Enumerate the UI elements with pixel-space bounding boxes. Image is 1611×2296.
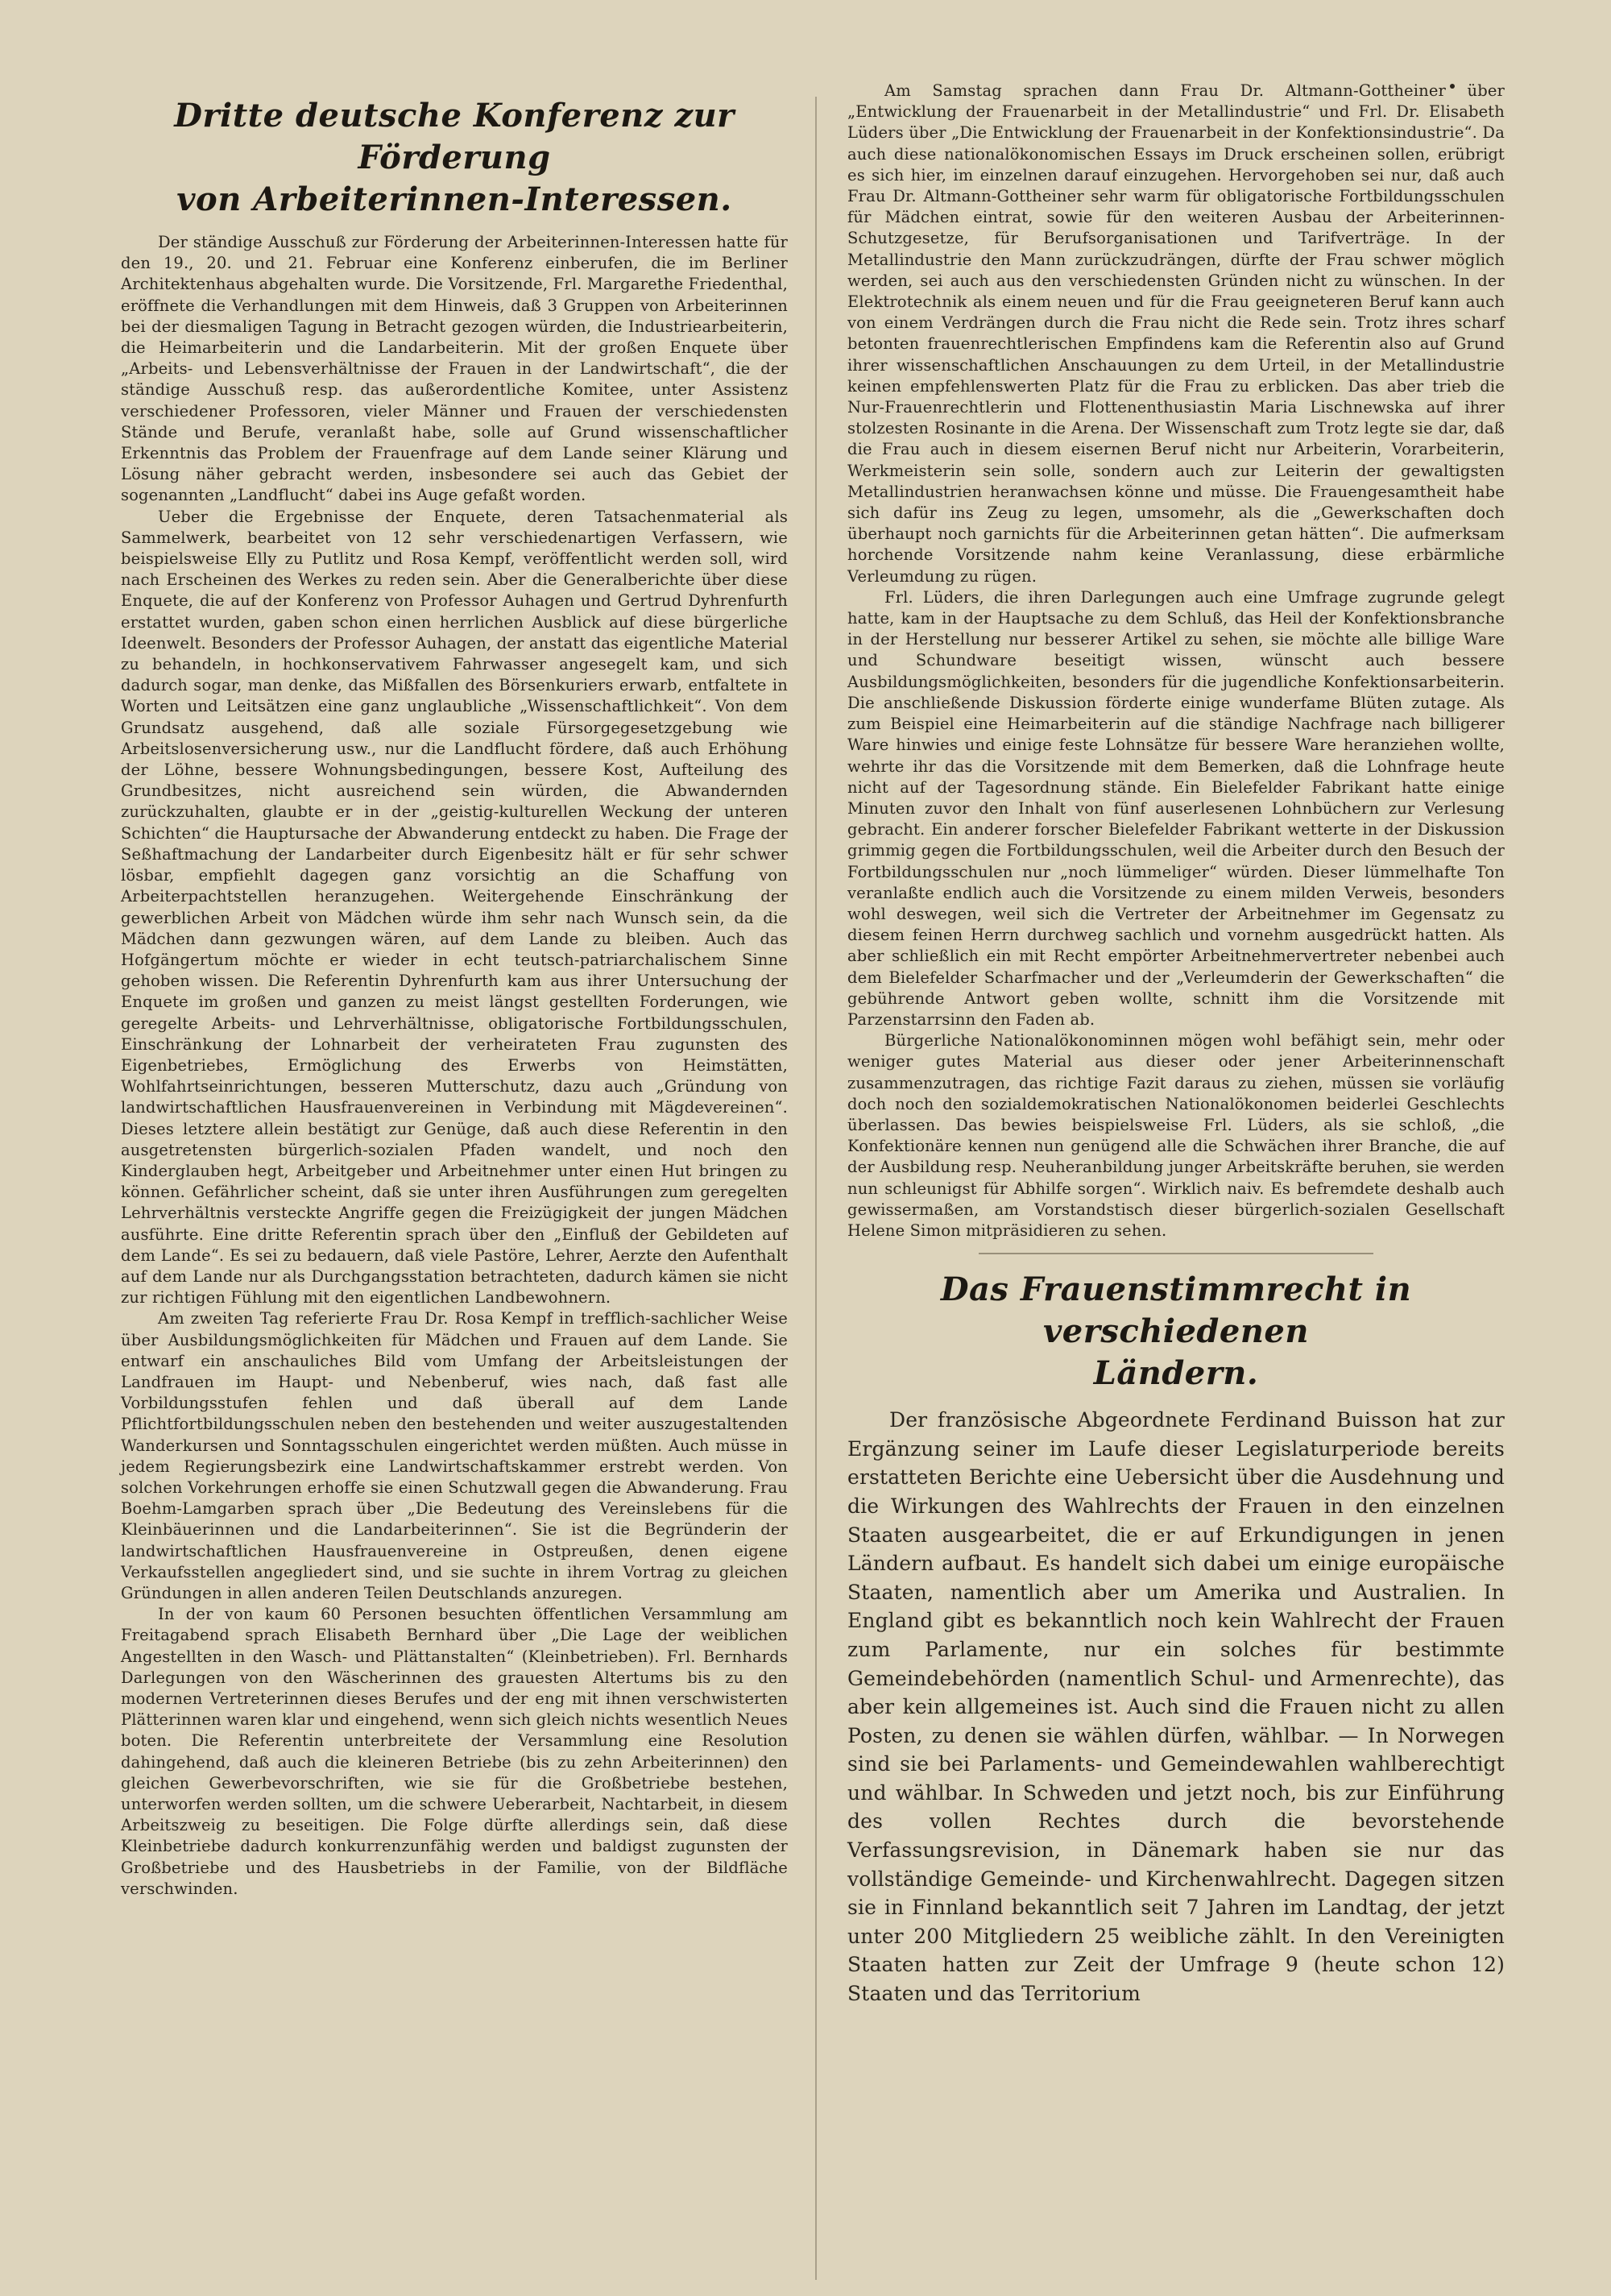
paragraph: Der ständige Ausschuß zur Förderung der Arbeiterinnen-Interessen hatte für den 19., 20. und 21. Februar eine Konferenz einberufen, die im Berliner Architektenhaus abgehalten wurde. Die Vorsitzende, Frl. Margarethe Friedenthal, eröffnete die Verhandlungen mit dem Hinweis, daß 3 Gruppen von Arbeiterinnen bei der diesmaligen Tagung in Betracht gezogen würden, die Industriearbeiterin, die Heimarbeiterin und die Landarbeiterin. Mit der großen Enquete über „Arbeits- und Lebensverhältnisse der Frauen in der Landwirtschaft“, die der ständige Ausschuß resp. das außerordentliche Komitee, unter Assistenz verschiedener Professoren, vieler Männer und Frauen der verschiedensten Stände und Berufe, veranlaßt habe, solle auf Grund wissenschaftlicher Erkenntnis das Problem der Frauenfrage auf dem Lande seiner Klärung und Lösung näher gebracht werden, insbesondere sei auch das Gebiet der sogenannten „Landflucht“ dabei ins Auge gefaßt worden. bbox=[121, 233, 788, 505]
paragraph: In der von kaum 60 Personen besuchten öffentlichen Versammlung am Freitagabend sprach Elisabeth Bernhard über „Die Lage der weiblichen Angestellten in den Wasch- und Plättanstalten“ (Kleinbetrieben). Frl. Bernhards Darlegungen von den Wäscherinnen des grauesten Altertums bis zu den modernen Vertreterinnen dieses Berufes und der eng mit ihnen verschwisterten Plätterinnen waren klar und eingehend, wenn sich gleich nichts wesentlich Neues boten. Die Referentin unterbreitete der Versammlung eine Resolution dahingehend, daß auch die kleineren Betriebe (bis zu zehn Arbeiterinnen) den gleichen Gewerbevorschriften, wie sie für die Großbetriebe bestehen, unterworfen werden sollten, um die schwere Ueberarbeit, Nachtarbeit, in diesem Arbeitszweig zu beseitigen. Die Folge dürfte allerdings sein, daß diese Kleinbetriebe dadurch konkurrenzunfähig werden und baldigst zugunsten der Großbetriebe und des Hausbetriebs in der Familie, von der Bildfläche verschwinden. bbox=[121, 1605, 788, 1898]
paragraph: Frl. Lüders, die ihren Darlegungen auch eine Umfrage zugrunde gelegt hatte, kam in der Hauptsache zu dem Schluß, das Heil der Konfektionsbranche in der Herstellung nur besserer Artikel zu sehen, sie möchte alle billige Ware und Schundware beseitigt wissen, wünscht auch bessere Ausbildungsmöglichkeiten, besonders für die jugendliche Konfektionsarbeiterin. Die anschließende Diskussion förderte einige wunderfame Blüten zutage. Als zum Beispiel eine Heimarbeiterin auf die ständige Nachfrage nach billigerer Ware hinwies und einige feste Lohnsätze für bessere Ware heranziehen wollte, wehrte ihr das die Vorsitzende mit dem Bemerken, daß die Lohnfrage heute nicht auf der Tagesordnung stände. Ein Bielefelder Fabrikant hatte einige Minuten zuvor den Inhalt von fünf auserlesenen Lohnbüchern zur Verlesung gebracht. Ein anderer forscher Bielefelder Fabrikant wetterte in der Diskussion grimmig gegen die Fortbildungsschulen, weil die Arbeiter durch den Besuch der Fortbildungsschulen nur „noch lümmeliger“ würden. Dieser lümmelhafte Ton veranlaßte endlich auch die Vorsitzende zu einem milden Verweis, besonders wohl deswegen, weil sich die Vertreter der Arbeitnehmer im Gegensatz zu diesem feinen Herrn durchweg sachlich und vornehm ausgedrückt hatten. Als aber schließlich ein mit Recht empörter Arbeitnehmervertreter nebenbei auch dem Bielefelder Scharfmacher und der „Verleumderin der Gewerkschaften“ die gebührende Antwort geben wollte, schnitt ihm die Vorsitzende mit Parzenstarrsinn den Faden ab. bbox=[847, 587, 1505, 1029]
headline-line-1: Das Frauenstimmrecht in verschiedenen bbox=[940, 1270, 1412, 1351]
headline-line-2: von Arbeiterinnen-Interessen. bbox=[176, 180, 732, 218]
column-divider bbox=[815, 97, 817, 2280]
paragraph: Der französische Abgeordnete Ferdinand Buisson hat zur Ergänzung seiner im Laufe dieser Legislaturperiode bereits erstatteten Berichte eine Uebersicht über die Ausdehnung und die Wirkungen des Wahlrechts der Frauen in den einzelnen Staaten ausgearbeitet, die er auf Erkundigungen in jenen Ländern aufbaut. Es handelt sich dabei um einige europäische Staaten, namentlich aber um Amerika und Australien. In England gibt es bekanntlich noch kein Wahlrecht der Frauen zum Parlamente, nur ein solches für bestimmte Gemeindebehörden (namentlich Schul- und Armenrechte), das aber kein allgemeines ist. Auch sind die Frauen nicht zu allen Posten, zu denen sie wählen dürfen, wählbar. — In Norwegen sind sie bei Parlaments- und Gemeindewahlen wahlberechtigt und wählbar. In Schweden und jetzt noch, bis zur Einführung des vollen Rechtes durch die bevorstehende Verfassungsrevision, in Dänemark haben sie nur das vollständige Gemeinde- und Kirchenwahlrecht. Dagegen sitzen sie in Finnland bekanntlich seit 7 Jahren im Landtag, der jetzt unter 200 Mitgliedern 25 weibliche zählt. In den Vereinigten Staaten hatten zur Zeit der Umfrage 9 (heute schon 12) Staaten und das Territorium bbox=[847, 1408, 1505, 2006]
article-headline-suffrage bbox=[847, 1269, 1505, 1395]
paragraph: Ueber die Ergebnisse der Enquete, deren Tatsachenmaterial als Sammelwerk, bearbeitet von 12 sehr verschiedenartigen Verfassern, wie beispielsweise Elly zu Putlitz und Rosa Kempf, veröffentlicht werden soll, wird nach Erscheinen des Werkes zu reden sein. Aber die Generalberichte über diese Enquete, die auf der Konferenz von Professor Auhagen und Gertrud Dyhrenfurth erstattet wurden, gaben schon einen herrlichen Ausblick auf diese bürgerliche Ideenwelt. Besonders der Professor Auhagen, der anstatt das eigentliche Material zu behandeln, in hochkonservativem Fahrwasser angesegelt kam, und sich dadurch sogar, man denke, das Mißfallen des Börsenkuriers erwarb, entfaltete in Worten und Leitsätzen eine ganz unglaubliche „Wissenschaftlichkeit“. Von dem Grundsatz ausgehend, daß alle soziale Fürsorgegesetzgebung wie Arbeitslosenversicherung usw., nur die Landflucht fördere, daß auch Erhöhung der Löhne, bessere Wohnungsbedingungen, bessere Kost, Aufteilung des Grundbesitzes, nicht ausreichend sein würden, die Abwandernden zurückzuhalten, glaubte er in der „geistig-kulturellen Weckung der unteren Schichten“ die Hauptursache der Abwanderung entdeckt zu haben. Die Frage der Seßhaftmachung der Landarbeiter durch Eigenbesitz hält er für sehr schwer lösbar, empfiehlt dagegen ganz vorsichtig an die Schaffung von Arbeiterpachtstellen heranzugehen. Weitergehende Einschränkung der gewerblichen Arbeit von Mädchen würde ihm sehr nach Wunsch sein, da die Mädchen dann gezwungen wären, auf dem Lande zu bleiben. Auch das Hofgängertum möchte er wieder in echt teutsch-patriarchalischem Sinne gehoben wissen. Die Referentin Dyhrenfurth kam aus ihrer Untersuchung der Enquete im großen und ganzen zu meist längst gestellten Forderungen, wie geregelte Arbeits- und Lehrverhältnisse, obligatorische Fortbildungsschulen, Einschränkung der Lohnarbeit der verheirateten Frau zugunsten des Eigenbetriebes, Ermöglichung des Erwerbs von Heimstätten, Wohlfahrtseinrichtungen, besseren Mutterschutz, dazu auch „Gründung von landwirtschaftlichen Hausfrauenvereinen in Verbindung mit Mägdevereinen“. Dieses letztere allein bestätigt zur Genüge, daß auch diese Referentin in den ausgetretensten bürgerlich-sozialen Pfaden wandelt, und noch den Kinderglauben hegt, Arbeitgeber und Arbeitnehmer unter einen Hut bringen zu können. Gefährlicher scheint, daß sie unter ihren Ausführungen zum geregelten Lehrverhältnis versteckte Angriffe gegen die Freizügigkeit der jungen Mädchen ausführte. Eine dritte Referentin sprach über den „Einfluß der Gebildeten auf dem Lande“. Es sei zu bedauern, daß viele Pastöre, Lehrer, Aerzte den Aufenthalt auf dem Lande nur als Durchgangsstation betrachteten, dadurch kämen sie nicht zur richtigen Fühlung mit den eigentlichen Landbewohnern. bbox=[121, 507, 788, 1308]
paragraph: Bürgerliche Nationalökonominnen mögen wohl befähigt sein, mehr oder weniger gutes Material aus dieser oder jener Arbeiterinnenschaft zusammenzutragen, das richtige Fazit daraus zu ziehen, müssen sie vorläufig doch noch den sozialdemokratischen Nationalökonomen beiderlei Geschlechts überlassen. Das bewies beispielsweise Frl. Lüders, als sie schloß, „die Konfektionäre kennen nun genügend alle die Schwächen ihrer Branche, die auf der Ausbildung resp. Neuheranbildung junger Arbeitskräfte beruhen, sie werden nun schleunigst für Abhilfe sorgen“. Wirklich naiv. Es befremdete deshalb auch gewissermaßen, am Vorstandstisch dieser bürgerlich-sozialen Gesellschaft Helene Simon mitpräsidieren zu sehen. bbox=[847, 1031, 1505, 1240]
paragraph: Am Samstag sprachen dann Frau Dr. Altmann-Gottheiner über „Entwicklung der Frauenarbeit in der Metallindustrie“ und Frl. Dr. Elisabeth Lüders über „Die Entwicklung der Frauenarbeit in der Konfektionsindustrie“. Da auch diese nationalökonomischen Essays im Druck erscheinen sollen, erübrigt es sich hier, im einzelnen darauf einzugehen. Hervorgehoben sei nur, daß auch Frau Dr. Altmann-Gottheiner sehr warm für obligatorische Fortbildungsschulen für Mädchen eintrat, sowie für den weiteren Ausbau der Arbeiterinnen-Schutzgesetze, für Berufsorganisationen und Tarifverträge. In der Metallindustrie den Mann zurückzudrängen, dürfte der Frau schwer möglich werden, sei auch aus den verschiedensten Gründen nicht zu wünschen. In der Elektrotechnik als einem neuen und für die Frau geeigneteren Beruf kann auch von einem Verdrängen durch die Frau nicht die Rede sein. Trotz ihres scharf betonten frauenrechtlerischen Empfindens kam die Referentin also auf Grund ihrer wissenschaftlichen Anschauungen zu dem Urteil, in der Metallindustrie keinen empfehlenswerten Platz für die Frau zu erblicken. Das aber trieb die Nur-Frauenrechtlerin und Flottenenthusiastin Maria Lischnewska auf ihrer stolzesten Rosinante in die Arena. Der Wissenschaft zum Trotz legte sie dar, daß die Frau auch in diesem eisernen Beruf nicht nur Arbeiterin, Vorarbeiterin, Werkmeisterin sein solle, sondern auch zur Leiterin der gewaltigsten Metallindustrien heranwachsen könne und müsse. Die Frauengesamtheit habe sich dafür ins Zeug zu legen, umsomehr, als die „Gewerkschaften doch überhaupt noch garnichts für die Arbeiterinnen getan hätten“. Die aufmerksam horchende Vorsitzende nahm keine Veranlassung, diese erbärmliche Verleumdung zu rügen. bbox=[847, 81, 1505, 586]
article-headline-conference bbox=[121, 95, 788, 221]
section-rule bbox=[979, 1253, 1373, 1254]
article-body-conference bbox=[121, 232, 788, 1900]
right-column bbox=[838, 81, 1505, 2008]
article-body-suffrage bbox=[847, 1406, 1505, 2008]
left-column bbox=[121, 81, 796, 1900]
paragraph: Am zweiten Tag referierte Frau Dr. Rosa Kempf in trefflich-sachlicher Weise über Ausbildungsmöglichkeiten für Mädchen und Frauen auf dem Lande. Sie entwarf ein anschauliches Bild vom Umfang der Arbeitsleistungen der Landfrauen im Haupt- und Nebenberuf, wies nach, daß fast alle Vorbildungsstufen fehlen und daß überall auf dem Lande Pflichtfortbildungsschulen neben den bestehenden und weiter auszugestaltenden Wanderkursen und Sonntagsschulen eingerichtet werden müßten. Auch müsse in jedem Regierungsbezirk eine Landwirtschaftskammer erstrebt werden. Von solchen Vorkehrungen erhoffe sie einen Schutzwall gegen die Abwanderung. Frau Boehm-Lamgarben sprach über „Die Bedeutung des Vereinslebens für die Kleinbäuerinnen und die Landarbeiterinnen“. Sie ist die Begründerin der landwirtschaftlichen Hausfrauenvereine in Ostpreußen, denen eigene Verkaufsstellen angegliedert sind, und sie suchte in ihrem Vortrag zu gleichen Gründungen in allen anderen Teilen Deutschlands anzuregen. bbox=[121, 1309, 788, 1602]
article-body-conference-continued bbox=[847, 81, 1505, 1241]
headline-line-2: Ländern. bbox=[1093, 1354, 1259, 1393]
headline-line-1: Dritte deutsche Konferenz zur Förderung bbox=[174, 97, 735, 176]
